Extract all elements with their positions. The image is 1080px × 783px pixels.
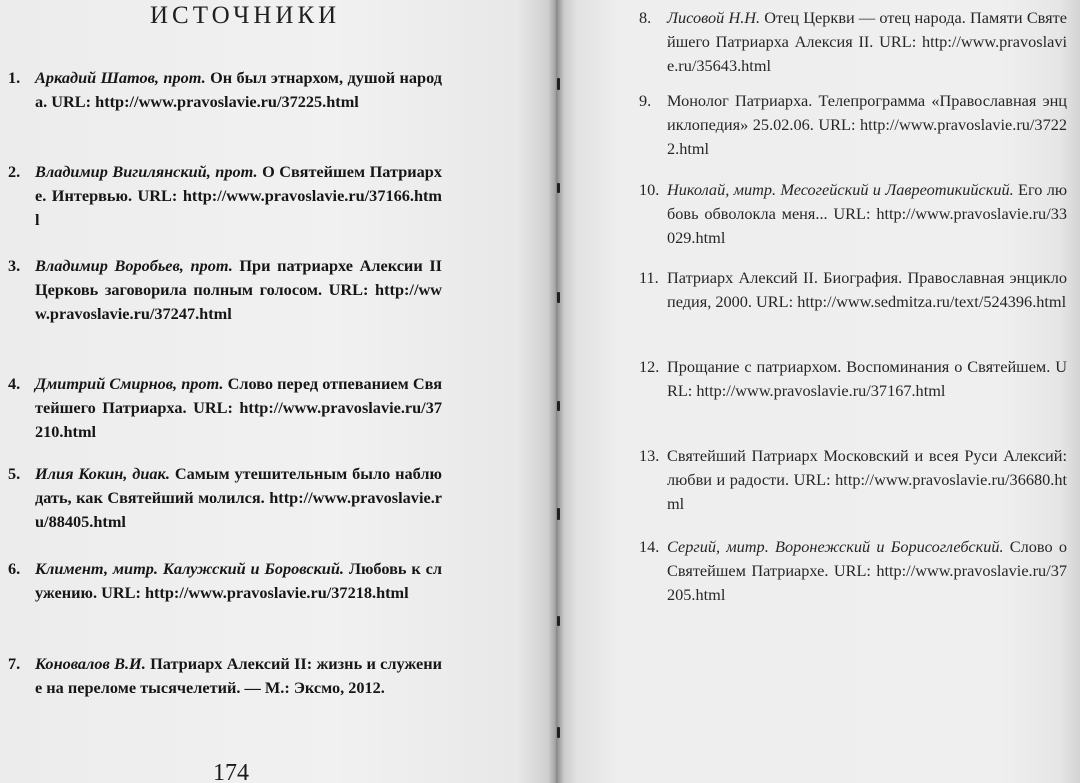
entry-author: Коновалов В.И.: [35, 654, 146, 673]
reference-entry-10: [639, 178, 1067, 250]
entry-number: 12.: [639, 357, 660, 376]
entry-number: 14.: [639, 537, 660, 556]
entry-text: Самым утешительным было наблюдать, как Святейший молился. http://www.pravoslavie.ru/88405.html: [35, 464, 442, 531]
binding-stitch: [557, 508, 560, 520]
entry-text: Святейший Патриарх Московский и всея Руси Алексий: любви и радости. URL: http://www.pravoslavie.ru/36680.html: [667, 446, 1067, 513]
entry-number: 10.: [639, 180, 660, 199]
entry-text: Монолог Патриарха. Телепрограмма «Православная энциклопедия» 25.02.06. URL: http://www.pravoslavie.ru/37222.html: [667, 91, 1067, 158]
binding-stitch: [557, 401, 560, 411]
entry-number: 4.: [8, 374, 21, 393]
entry-number: 3.: [8, 256, 21, 275]
entry-text: Слово перед отпеванием Святейшего Патриарха. URL: http://www.pravoslavie.ru/37210.html: [35, 374, 442, 441]
entry-author: Николай, митр. Месогейский и Лавреотикийский.: [667, 180, 1014, 199]
entry-author: Илия Кокин, диак.: [35, 464, 170, 483]
page-number: 174: [213, 760, 249, 783]
entry-number: 2.: [8, 162, 21, 181]
entry-text: Он был этнархом, душой народа. URL: http://www.pravoslavie.ru/37225.html: [35, 68, 442, 111]
entry-author: Владимир Вигилянский, прот.: [35, 162, 258, 181]
entry-number: 5.: [8, 464, 21, 483]
entry-author: Климент, митр. Калужский и Боровский.: [35, 559, 344, 578]
reference-entry-13: [639, 444, 1067, 516]
reference-entry-11: [639, 266, 1067, 314]
entry-text: Слово о Святейшем Патриархе. URL: http://www.pravoslavie.ru/37205.html: [667, 537, 1067, 604]
binding-stitch: [557, 183, 560, 193]
binding-stitch: [557, 727, 560, 738]
reference-entry-9: [639, 89, 1067, 161]
entry-number: 7.: [8, 654, 21, 673]
entry-number: 11.: [639, 268, 659, 287]
book-gutter: [548, 0, 564, 783]
binding-stitch: [557, 78, 560, 90]
reference-entry-6: [8, 557, 442, 605]
entry-text: О Святейшем Патриархе. Интервью. URL: http://www.pravoslavie.ru/37166.html: [35, 162, 442, 229]
entry-number: 1.: [8, 68, 21, 87]
entry-number: 6.: [8, 559, 21, 578]
entry-text: Отец Церкви — отец народа. Памяти Святейшего Патриарха Алексия II. URL: http://www.pravoslavie.ru/35643.html: [667, 8, 1067, 75]
reference-entry-7: [8, 652, 442, 700]
reference-entry-14: [639, 535, 1067, 607]
entry-text: Патриарх Алексий II. Биография. Православная энциклопедия, 2000. URL: http://www.sedmitza.ru/text/524396.html: [667, 268, 1067, 311]
entry-author: Владимир Воробьев, прот.: [35, 256, 233, 275]
reference-entry-8: [639, 6, 1067, 78]
entry-author: Аркадий Шатов, прот.: [35, 68, 206, 87]
reference-entry-12: [639, 355, 1067, 403]
binding-stitch: [557, 616, 560, 626]
entry-text: Любовь к служению. URL: http://www.pravoslavie.ru/37218.html: [35, 559, 442, 602]
reference-entry-3: [8, 254, 442, 326]
reference-entry-2: [8, 160, 442, 232]
entry-text: Его любовь обволокла меня... URL: http://www.pravoslavie.ru/33029.html: [667, 180, 1067, 247]
entry-author: Дмитрий Смирнов, прот.: [35, 374, 224, 393]
page-title: ИСТОЧНИКИ: [150, 2, 341, 29]
entry-number: 8.: [639, 8, 652, 27]
binding-stitch: [557, 292, 560, 303]
entry-author: Сергий, митр. Воронежский и Борисоглебский.: [667, 537, 1004, 556]
entry-number: 9.: [639, 91, 652, 110]
entry-text: При патриархе Алексии II Церковь заговорила полным голосом. URL: http://www.pravoslavie.ru/37247.html: [35, 256, 442, 323]
entry-text: Прощание с патриархом. Воспоминания о Святейшем. URL: http://www.pravoslavie.ru/37167.html: [667, 357, 1067, 400]
entry-author: Лисовой Н.Н.: [667, 8, 761, 27]
reference-entry-5: [8, 462, 442, 534]
entry-text: Патриарх Алексий II: жизнь и служение на переломе тысячелетий. — М.: Эксмо, 2012.: [35, 654, 442, 697]
reference-entry-1: [8, 66, 442, 114]
reference-entry-4: [8, 372, 442, 444]
entry-number: 13.: [639, 446, 660, 465]
